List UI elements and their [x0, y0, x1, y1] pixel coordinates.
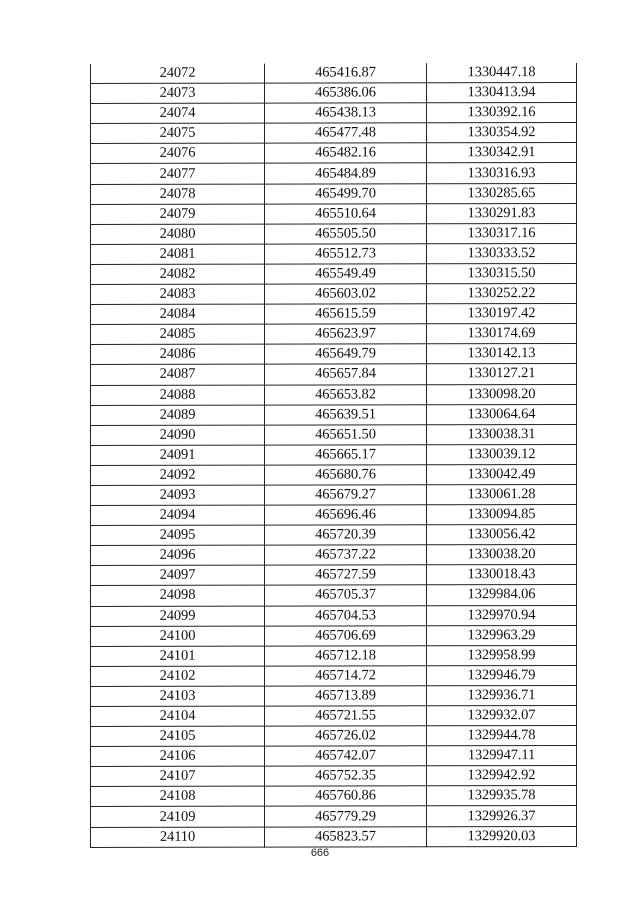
y-coordinate-cell: 1330061.28 — [427, 484, 577, 504]
point-number-cell: 24101 — [91, 646, 265, 666]
point-number-cell: 24088 — [91, 385, 265, 405]
table-row — [91, 183, 577, 204]
table-row — [91, 263, 577, 284]
x-coordinate-cell: 465679.27 — [265, 485, 427, 505]
point-number-cell: 24107 — [91, 766, 265, 786]
table-row — [91, 484, 577, 505]
table-row — [91, 766, 577, 787]
y-coordinate-cell: 1330038.20 — [427, 545, 577, 565]
x-coordinate-cell: 465727.59 — [265, 565, 427, 585]
x-coordinate-cell: 465726.02 — [265, 726, 427, 746]
x-coordinate-cell: 465512.73 — [265, 244, 427, 264]
y-coordinate-cell: 1329932.07 — [427, 705, 577, 725]
y-coordinate-cell: 1329984.06 — [427, 585, 577, 605]
x-coordinate-cell: 465505.50 — [265, 224, 427, 244]
x-coordinate-cell: 465623.97 — [265, 324, 427, 344]
y-coordinate-cell: 1330064.64 — [427, 404, 577, 424]
x-coordinate-cell: 465696.46 — [265, 505, 427, 525]
y-coordinate-cell: 1330447.18 — [427, 63, 577, 83]
x-coordinate-cell: 465704.53 — [265, 605, 427, 625]
x-coordinate-cell: 465651.50 — [265, 424, 427, 444]
x-coordinate-cell: 465649.79 — [265, 344, 427, 364]
table-row — [91, 203, 577, 224]
y-coordinate-cell: 1329936.71 — [427, 685, 577, 705]
table-row — [91, 404, 577, 425]
y-coordinate-cell: 1330197.42 — [427, 304, 577, 324]
point-number-cell: 24082 — [91, 264, 265, 284]
table-row — [91, 645, 577, 666]
y-coordinate-cell: 1329958.99 — [427, 645, 577, 665]
point-number-cell: 24074 — [91, 103, 265, 123]
point-number-cell: 24094 — [91, 505, 265, 525]
point-number-cell: 24080 — [91, 224, 265, 244]
point-number-cell: 24106 — [91, 746, 265, 766]
point-number-cell: 24097 — [91, 565, 265, 585]
point-number-cell: 24084 — [91, 304, 265, 324]
y-coordinate-cell: 1329970.94 — [427, 605, 577, 625]
point-number-cell: 24110 — [91, 827, 265, 847]
point-number-cell: 24109 — [91, 807, 265, 827]
x-coordinate-cell: 465737.22 — [265, 545, 427, 565]
x-coordinate-cell: 465705.37 — [265, 585, 427, 605]
table-row — [91, 123, 577, 144]
table-row — [91, 505, 577, 526]
point-number-cell: 24078 — [91, 184, 265, 204]
y-coordinate-cell: 1330342.91 — [427, 143, 577, 163]
table-row — [91, 565, 577, 586]
table-row — [91, 143, 577, 164]
y-coordinate-cell: 1329946.79 — [427, 665, 577, 685]
point-number-cell: 24091 — [91, 445, 265, 465]
point-number-cell: 24083 — [91, 284, 265, 304]
x-coordinate-cell: 465639.51 — [265, 404, 427, 424]
point-number-cell: 24089 — [91, 405, 265, 425]
y-coordinate-cell: 1330333.52 — [427, 243, 577, 263]
y-coordinate-cell: 1330315.50 — [427, 263, 577, 283]
point-number-cell: 24072 — [91, 64, 265, 84]
x-coordinate-cell: 465484.89 — [265, 163, 427, 183]
point-number-cell: 24102 — [91, 666, 265, 686]
x-coordinate-cell: 465499.70 — [265, 183, 427, 203]
coordinate-table-container — [90, 64, 576, 848]
y-coordinate-cell: 1330413.94 — [427, 83, 577, 103]
y-coordinate-cell: 1330039.12 — [427, 444, 577, 464]
y-coordinate-cell: 1330094.85 — [427, 505, 577, 525]
y-coordinate-cell: 1330142.13 — [427, 344, 577, 364]
x-coordinate-cell: 465742.07 — [265, 746, 427, 766]
x-coordinate-cell: 465712.18 — [265, 646, 427, 666]
point-number-cell: 24085 — [91, 324, 265, 344]
y-coordinate-cell: 1330252.22 — [427, 284, 577, 304]
y-coordinate-cell: 1330291.83 — [427, 203, 577, 223]
point-number-cell: 24096 — [91, 545, 265, 565]
x-coordinate-cell: 465721.55 — [265, 706, 427, 726]
x-coordinate-cell: 465779.29 — [265, 806, 427, 826]
x-coordinate-cell: 465510.64 — [265, 203, 427, 223]
x-coordinate-cell: 465438.13 — [265, 103, 427, 123]
point-number-cell: 24076 — [91, 144, 265, 164]
table-row — [91, 243, 577, 264]
table-row — [91, 384, 577, 405]
point-number-cell: 24079 — [91, 204, 265, 224]
x-coordinate-cell: 465416.87 — [265, 63, 427, 83]
table-row — [91, 304, 577, 325]
y-coordinate-cell: 1330354.92 — [427, 123, 577, 143]
x-coordinate-cell: 465720.39 — [265, 525, 427, 545]
table-row — [91, 585, 577, 606]
point-number-cell: 24075 — [91, 123, 265, 143]
y-coordinate-cell: 1330056.42 — [427, 525, 577, 545]
coordinate-table-body — [91, 63, 577, 847]
table-row — [91, 705, 577, 726]
table-row — [91, 746, 577, 767]
table-row — [91, 364, 577, 385]
x-coordinate-cell: 465477.48 — [265, 123, 427, 143]
y-coordinate-cell: 1330042.49 — [427, 464, 577, 484]
y-coordinate-cell: 1330392.16 — [427, 103, 577, 123]
point-number-cell: 24073 — [91, 83, 265, 103]
y-coordinate-cell: 1329926.37 — [427, 806, 577, 826]
table-row — [91, 665, 577, 686]
y-coordinate-cell: 1329963.29 — [427, 625, 577, 645]
table-row — [91, 685, 577, 706]
point-number-cell: 24108 — [91, 787, 265, 807]
point-number-cell: 24104 — [91, 706, 265, 726]
y-coordinate-cell: 1330018.43 — [427, 565, 577, 585]
table-row — [91, 806, 577, 827]
table-row — [91, 525, 577, 546]
point-number-cell: 24081 — [91, 244, 265, 264]
point-number-cell: 24093 — [91, 485, 265, 505]
y-coordinate-cell: 1329935.78 — [427, 786, 577, 806]
y-coordinate-cell: 1330317.16 — [427, 223, 577, 243]
x-coordinate-cell: 465482.16 — [265, 143, 427, 163]
table-row — [91, 284, 577, 305]
y-coordinate-cell: 1329942.92 — [427, 766, 577, 786]
point-number-cell: 24100 — [91, 626, 265, 646]
table-row — [91, 625, 577, 646]
table-row — [91, 344, 577, 365]
point-number-cell: 24105 — [91, 726, 265, 746]
table-row — [91, 545, 577, 566]
y-coordinate-cell: 1329944.78 — [427, 726, 577, 746]
x-coordinate-cell: 465752.35 — [265, 766, 427, 786]
x-coordinate-cell: 465657.84 — [265, 364, 427, 384]
x-coordinate-cell: 465713.89 — [265, 686, 427, 706]
table-row — [91, 223, 577, 244]
table-row — [91, 826, 577, 847]
x-coordinate-cell: 465549.49 — [265, 264, 427, 284]
table-row — [91, 83, 577, 104]
table-row — [91, 63, 577, 84]
x-coordinate-cell: 465603.02 — [265, 284, 427, 304]
y-coordinate-cell: 1330098.20 — [427, 384, 577, 404]
point-number-cell: 24099 — [91, 606, 265, 626]
table-row — [91, 605, 577, 626]
x-coordinate-cell: 465706.69 — [265, 625, 427, 645]
page-number: 666 — [310, 847, 330, 859]
x-coordinate-cell: 465680.76 — [265, 465, 427, 485]
point-number-cell: 24098 — [91, 586, 265, 606]
x-coordinate-cell: 465653.82 — [265, 384, 427, 404]
x-coordinate-cell: 465714.72 — [265, 666, 427, 686]
table-row — [91, 444, 577, 465]
y-coordinate-cell: 1329920.03 — [427, 826, 577, 846]
point-number-cell: 24077 — [91, 164, 265, 184]
point-number-cell: 24090 — [91, 425, 265, 445]
table-row — [91, 726, 577, 747]
x-coordinate-cell: 465760.86 — [265, 786, 427, 806]
y-coordinate-cell: 1330127.21 — [427, 364, 577, 384]
table-row — [91, 103, 577, 124]
x-coordinate-cell: 465386.06 — [265, 83, 427, 103]
table-row — [91, 163, 577, 184]
table-row — [91, 324, 577, 345]
y-coordinate-cell: 1329947.11 — [427, 746, 577, 766]
point-number-cell: 24087 — [91, 365, 265, 385]
x-coordinate-cell: 465823.57 — [265, 826, 427, 846]
y-coordinate-cell: 1330038.31 — [427, 424, 577, 444]
point-number-cell: 24086 — [91, 344, 265, 364]
y-coordinate-cell: 1330285.65 — [427, 183, 577, 203]
table-row — [91, 464, 577, 485]
coordinate-table — [90, 63, 577, 848]
point-number-cell: 24095 — [91, 525, 265, 545]
y-coordinate-cell: 1330316.93 — [427, 163, 577, 183]
x-coordinate-cell: 465615.59 — [265, 304, 427, 324]
point-number-cell: 24103 — [91, 686, 265, 706]
x-coordinate-cell: 465665.17 — [265, 445, 427, 465]
point-number-cell: 24092 — [91, 465, 265, 485]
table-row — [91, 786, 577, 807]
table-row — [91, 424, 577, 445]
y-coordinate-cell: 1330174.69 — [427, 324, 577, 344]
